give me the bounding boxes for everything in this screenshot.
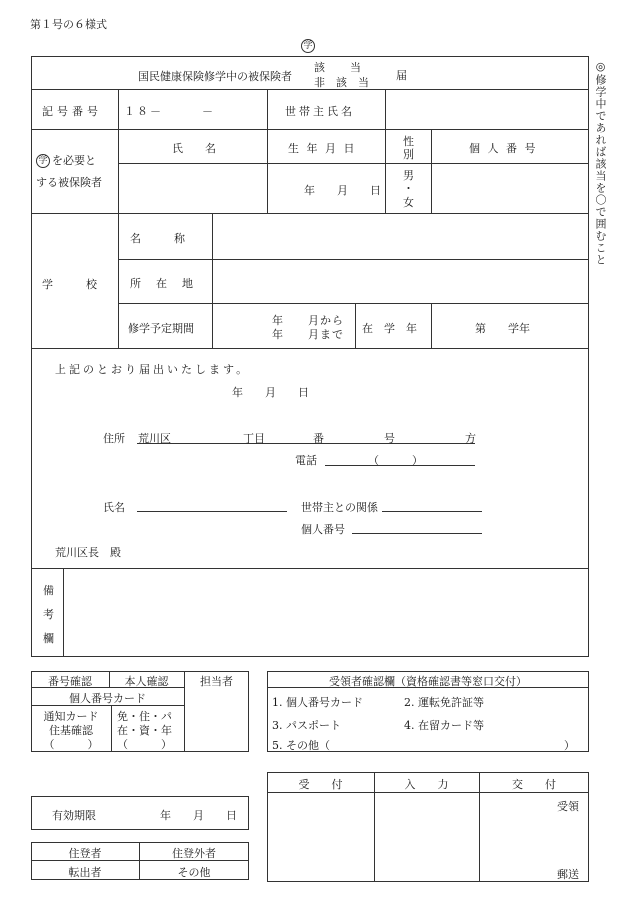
birth-value[interactable]: 年 月 日	[304, 184, 381, 197]
name-header: 氏 名	[172, 142, 216, 155]
addressee: 荒川区長 殿	[55, 546, 121, 559]
kata: 方	[465, 432, 476, 445]
remarks-char3: 欄	[43, 632, 54, 645]
option-not-applicable[interactable]: 非 該 当	[314, 76, 369, 89]
tsuchi-2: 住基確認	[49, 724, 93, 737]
receiver-item4[interactable]: 4. 在留カード等	[404, 719, 484, 732]
go: 号	[384, 432, 395, 445]
receiver-item2[interactable]: 2. 運転免許証等	[404, 696, 484, 709]
seal-icon: 学	[301, 39, 315, 53]
period-label: 修学予定期間	[128, 322, 194, 335]
insured-label: 学 を必要と	[36, 152, 96, 168]
tsuchi-1: 通知カード	[43, 710, 99, 723]
residency-c4[interactable]: その他	[177, 866, 211, 879]
period-to[interactable]: 年 月まで	[272, 328, 344, 341]
office-kofu: 交 付	[512, 778, 556, 791]
id-header: 個 人 番 号	[469, 142, 538, 155]
header-todoke: 届	[396, 69, 407, 82]
office-juryo[interactable]: 受領	[557, 800, 579, 813]
office-yuso[interactable]: 郵送	[557, 868, 579, 881]
setai-label: 世帯主氏名	[285, 105, 355, 118]
men-2: 在・資・年	[117, 724, 172, 737]
phone-label: 電話	[295, 454, 317, 467]
sex-value-female[interactable]: 女	[403, 196, 414, 209]
kigo-label: 記号番号	[42, 105, 102, 118]
indiv-label: 個人番号	[301, 523, 345, 536]
school-label: 学 校	[42, 278, 97, 291]
chome: 丁目	[243, 432, 265, 445]
header-title: 国民健康保険修学中の被保険者	[138, 70, 292, 83]
validity-date[interactable]: 年 月 日	[160, 809, 237, 822]
sex-value-dot: ・	[403, 182, 414, 195]
residency-c2[interactable]: 住登外者	[172, 847, 216, 860]
address-label: 住所	[103, 432, 125, 445]
name-label: 氏名	[103, 501, 125, 514]
relation-underline[interactable]	[382, 511, 482, 512]
seal-icon-small: 学	[36, 154, 50, 168]
form-number: 第１号の６様式	[30, 18, 107, 31]
office-uketsuke: 受 付	[298, 778, 343, 791]
receiver-title: 受領者確認欄（資格確認書等窓口交付）	[329, 675, 527, 688]
men-1: 免・住・パ	[117, 710, 172, 723]
indiv-underline[interactable]	[352, 533, 482, 534]
sex-header-1: 性	[403, 135, 414, 148]
grade-value[interactable]: 第 学年	[475, 322, 530, 335]
kigo-value[interactable]: １８－ －	[124, 105, 215, 118]
receiver-item1[interactable]: 1. 個人番号カード	[272, 696, 363, 709]
residency-c1[interactable]: 住登者	[68, 847, 102, 860]
receiver-item5[interactable]: 5. その他（	[272, 739, 330, 752]
card-label: 個人番号カード	[69, 692, 146, 705]
tanto: 担当者	[200, 675, 233, 688]
receiver-item5-close: ）	[564, 739, 575, 752]
school-address-label: 所 在 地	[130, 277, 195, 290]
declaration-text: 上記のとおり届出いたします。	[55, 363, 251, 376]
period-from[interactable]: 年 月から	[272, 314, 344, 327]
ward: 荒川区	[138, 432, 171, 445]
address-underline	[137, 443, 475, 444]
phone-parens: （ ）	[368, 454, 423, 467]
option-applicable[interactable]: 該 当	[314, 61, 362, 74]
sex-value-male[interactable]: 男	[403, 169, 414, 182]
receiver-item3[interactable]: 3. パスポート	[272, 719, 341, 732]
remarks-char1: 備	[43, 584, 54, 597]
insured-label-line2: する被保険者	[36, 176, 102, 189]
side-note: ◎修学中であれば該当を〇で囲むこと	[594, 60, 607, 266]
sex-header-2: 別	[403, 148, 414, 161]
declaration-date[interactable]: 年 月 日	[232, 386, 309, 399]
bango-kakunin: 番号確認	[48, 675, 92, 688]
grade-label: 在 学 年	[362, 322, 417, 335]
tsuchi-paren[interactable]: （ ）	[43, 738, 99, 751]
men-paren[interactable]: （ ）	[117, 738, 172, 751]
residency-c3[interactable]: 転出者	[68, 866, 102, 879]
validity-label: 有効期限	[52, 809, 96, 822]
honnin-kakunin: 本人確認	[124, 675, 169, 688]
office-nyuryoku: 入 力	[404, 778, 449, 791]
school-name-label: 名 称	[130, 232, 185, 245]
birth-header: 生 年 月 日	[288, 142, 357, 155]
relation-label: 世帯主との関係	[301, 501, 378, 514]
ban: 番	[313, 432, 324, 445]
name-underline[interactable]	[137, 511, 287, 512]
remarks-char2: 考	[43, 608, 54, 621]
